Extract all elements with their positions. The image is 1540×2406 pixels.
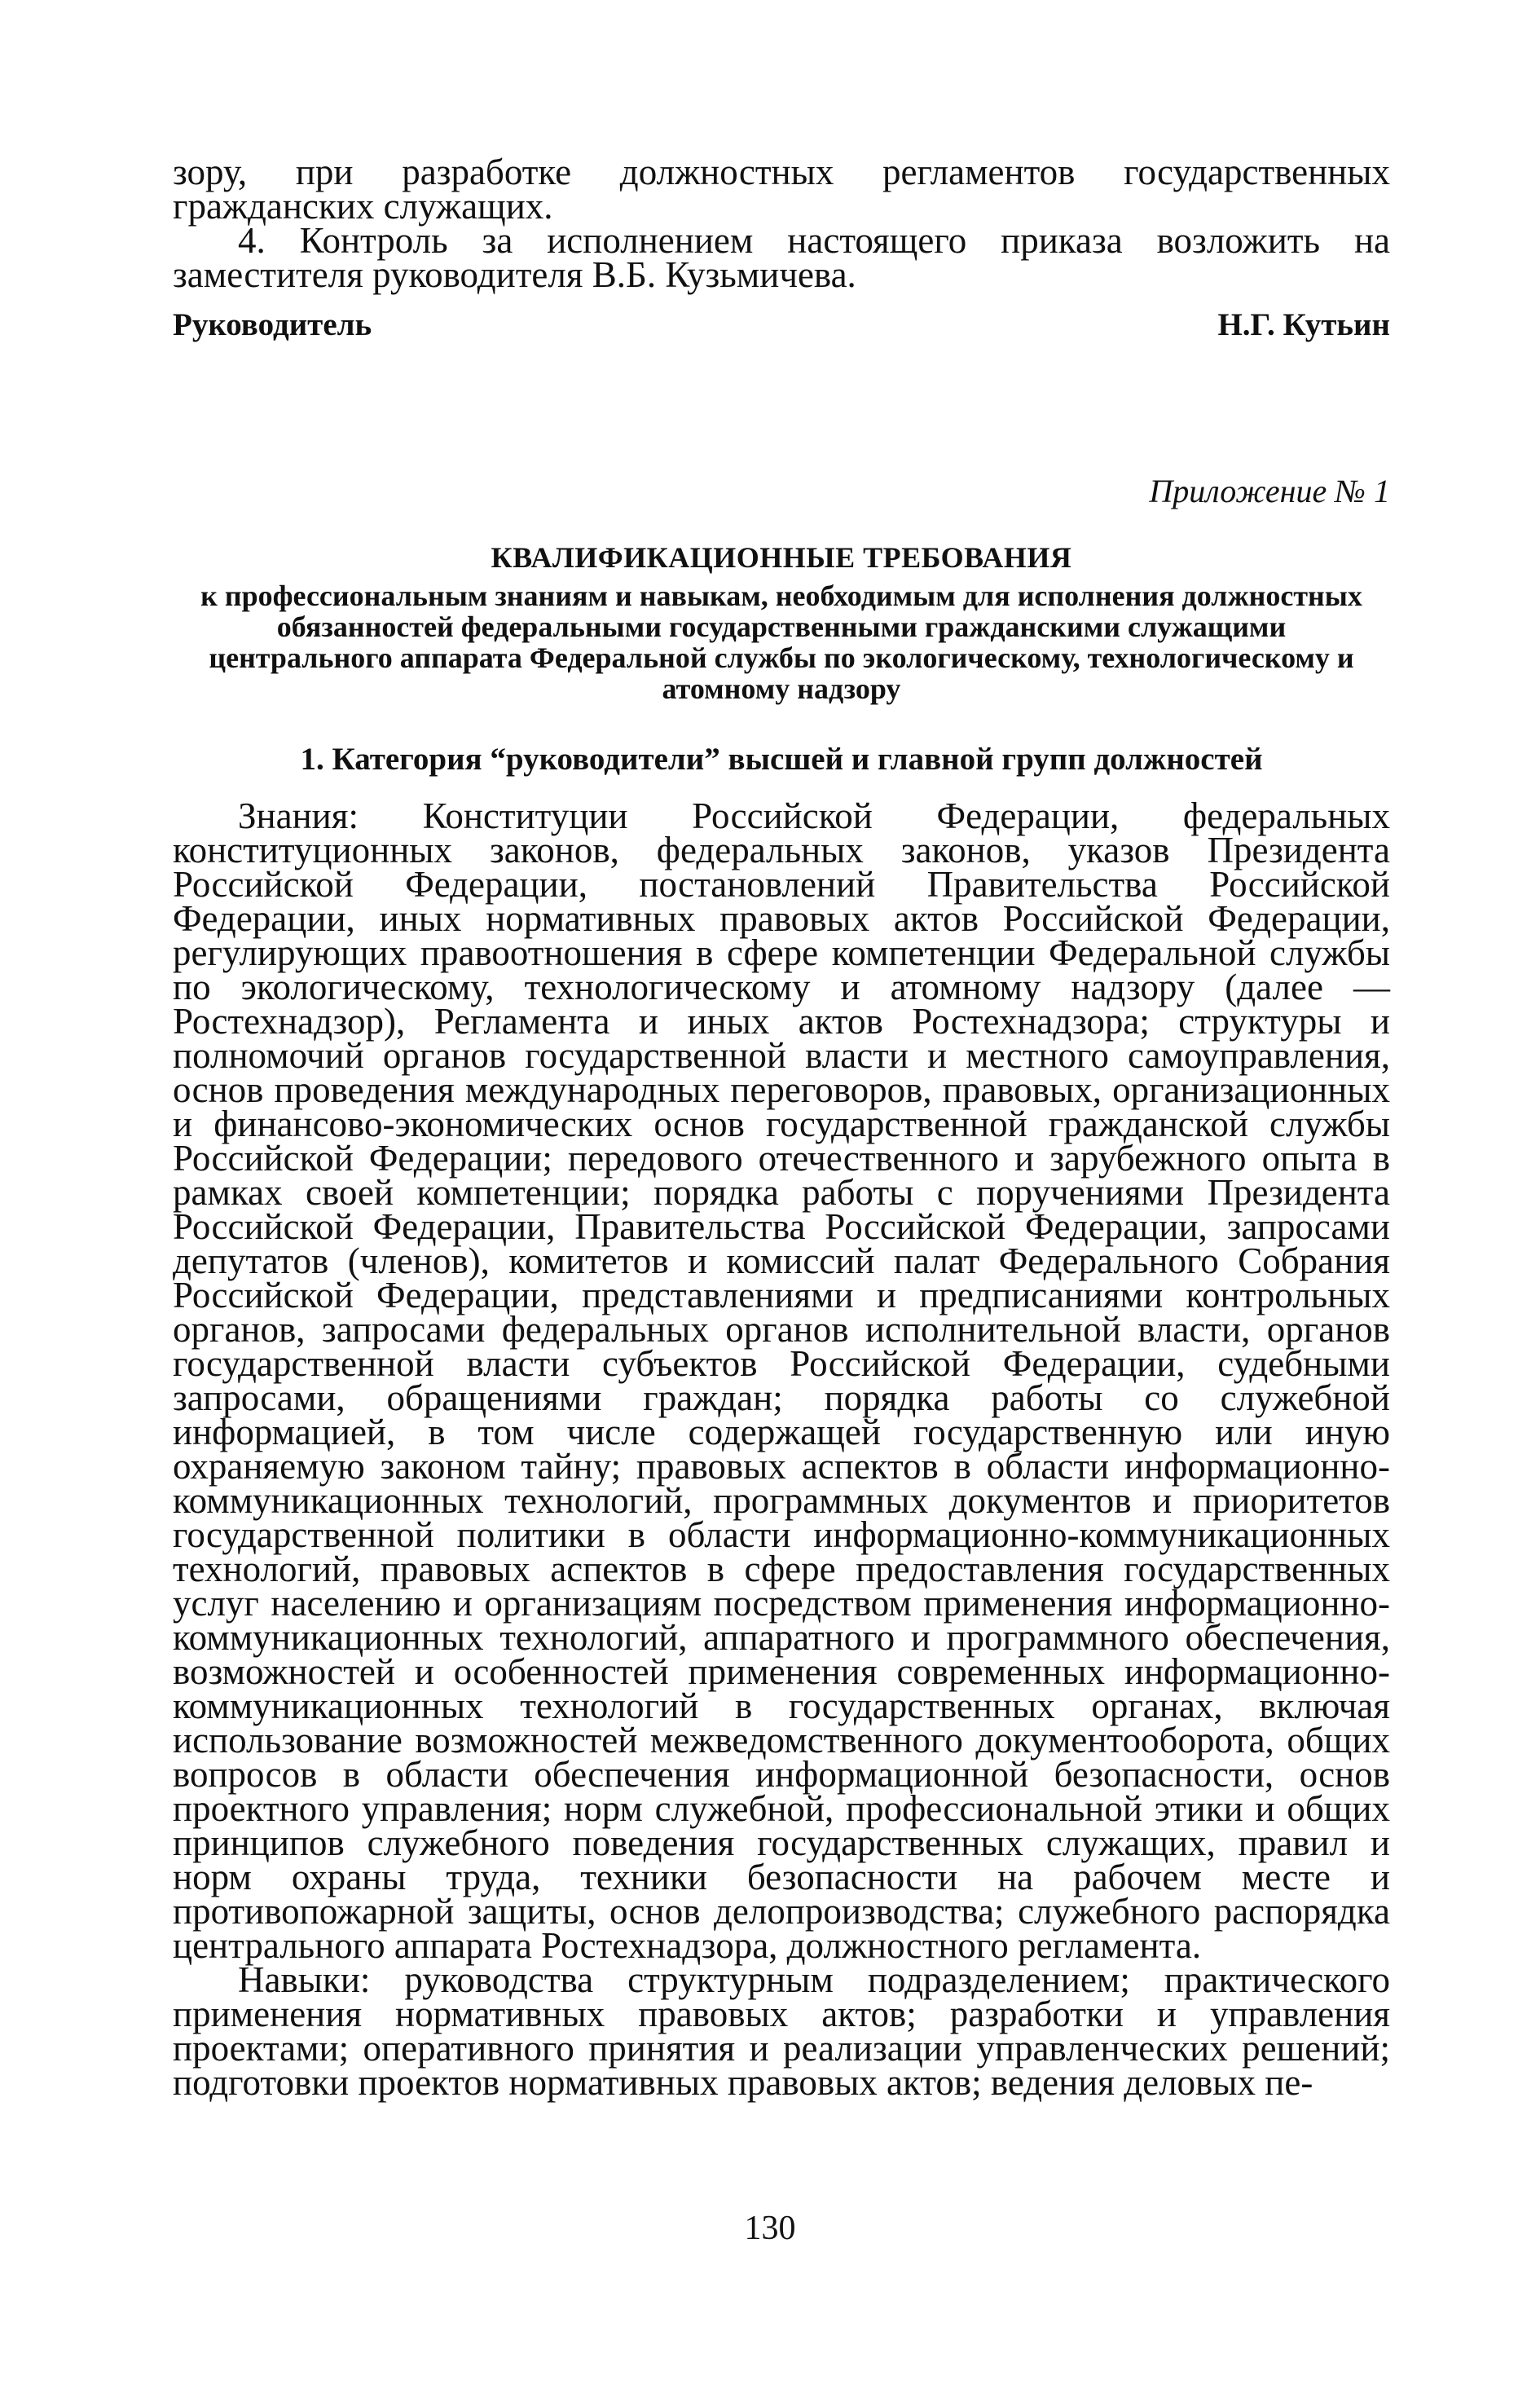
- knowledge-paragraph: Знания: Конституции Российской Федерации, федеральных конституционных законов, федеральных законов, указов Президента Российской Федерации, постановлений Правительства Российской Федерации, иных нормативных правовых актов Российской Федерации, регулирующих правоотношения в сфере компетенции Федеральной службы по экологическому, технологическому и атомному надзору (далее — Ростехнадзор), Регламента и иных актов Ростехнадзора; структуры и полномочий органов государственной власти и местного самоуправления, основ проведения международных переговоров, правовых, организационных и финансово-экономических основ государственной гражданской службы Российской Федерации; передового отечественного и зарубежного опыта в рамках своей компетенции; порядка работы с поручениями Президента Российской Федерации, Правительства Российской Федерации, запросами депутатов (членов), комитетов и комиссий палат Федерального Собрания Российской Федерации, представлениями и предписаниями контрольных органов, запросами федеральных органов исполнительной власти, органов государственной власти субъектов Российской Федерации, судебными запросами, обращениями граждан; порядка работы со служебной информацией, в том числе содержащей государственную или иную охраняемую законом тайну; правовых аспектов в области информационно-коммуникационных технологий, программных документов и приоритетов государственной политики в области информационно-коммуникационных технологий, правовых аспектов в сфере предоставления государственных услуг населению и организациям посредством применения информационно-коммуникационных технологий, аппаратного и программного обеспечения, возможностей и особенностей применения современных информационно-коммуникационных технологий в государственных органах, включая использование возможностей межведомственного документооборота, общих вопросов в области обеспечения информационной безопасности, основ проектного управления; норм служебной, профессиональной этики и общих принципов служебного поведения государственных служащих, правил и норм охраны труда, техники безопасности на рабочем месте и противопожарной защиты, основ делопроизводства; служебного распорядка центрального аппарата Ростехнадзора, должностного регламента.: [173, 795, 1390, 1966]
- document-title: КВАЛИФИКАЦИОННЫЕ ТРЕБОВАНИЯ: [491, 541, 1072, 574]
- page-number: 130: [744, 2210, 796, 2247]
- annex-label: Приложение № 1: [1149, 473, 1390, 509]
- document-page: [173, 152, 1390, 2103]
- section-1-title: 1. Категория “руководители” высшей и главной групп должностей: [300, 742, 1263, 777]
- signature-block: [173, 308, 1390, 342]
- continuation-paragraph: зору, при разработке должностных регламентов государственных гражданских служащих.: [173, 152, 1390, 227]
- item-4-paragraph: 4. Контроль за исполнением настоящего приказа возложить на заместителя руководителя В.Б. Кузьмичева.: [173, 220, 1390, 295]
- document-subtitle: к профессиональным знаниям и навыкам, необходимым для исполнения должностных обязанностей федеральными государственными гражданскими служащими центрального аппарата Федеральной службы по экологическому, технологическому и атомному надзору: [200, 579, 1362, 705]
- signature-name: Н.Г. Кутьин: [1217, 307, 1390, 342]
- skills-paragraph: Навыки: руководства структурным подразделением; практического применения нормативных правовых актов; разработки и управления проектами; оперативного принятия и реализации управленческих решений; подготовки проектов нормативных правовых актов; ведения деловых пе-: [173, 1959, 1390, 2103]
- signature-role: Руководитель: [173, 307, 372, 342]
